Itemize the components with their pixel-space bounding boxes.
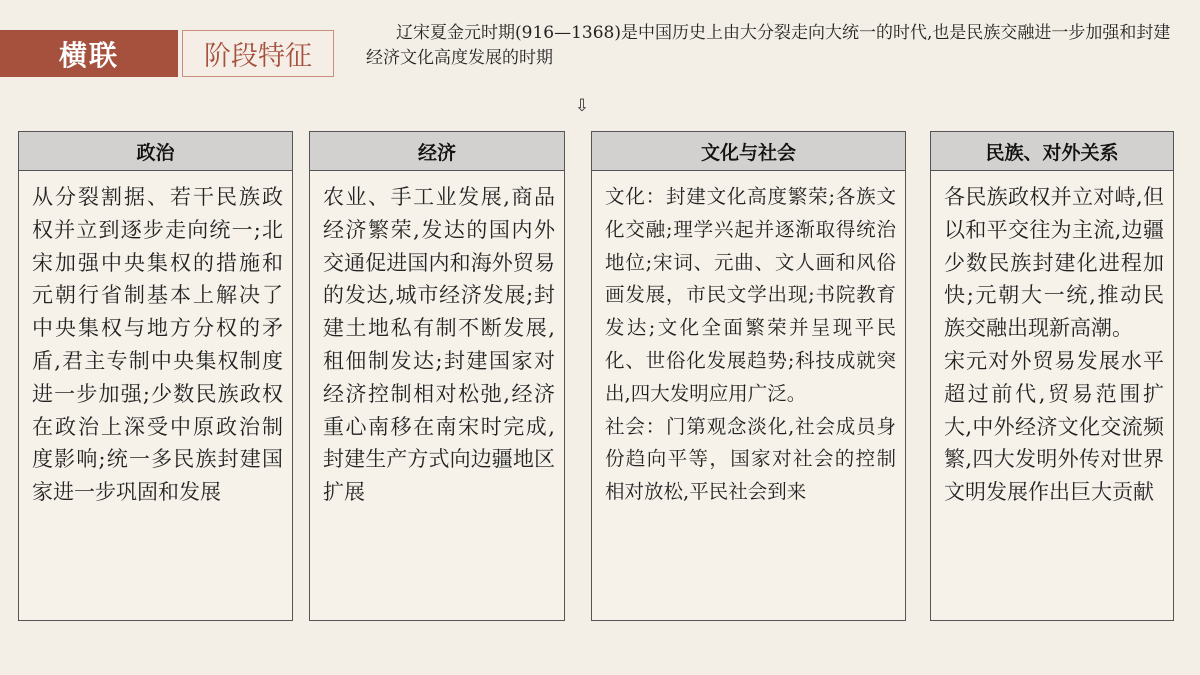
politics-box <box>18 131 293 621</box>
economy-box <box>309 131 565 621</box>
section-tag-main: 横联 <box>0 30 178 77</box>
box-body-economy: 农业、手工业发展,商品经济繁荣,发达的国内外交通促进国内和海外贸易的发达,城市经济发展;封建土地私有制不断发展,租佃制发达;封建国家对经济控制相对松弛,经济重心南移在南宋时完成,封建生产方式向边疆地区扩展 <box>323 185 555 505</box>
box-title-culture-society: 文化与社会 <box>592 132 905 171</box>
box-title-ethnic-foreign: 民族、对外关系 <box>931 132 1173 171</box>
down-arrow-icon: ⇩ <box>574 96 590 116</box>
box-title-politics: 政治 <box>19 132 292 171</box>
intro-text: 辽宋夏金元时期(916—1368)是中国历史上由大分裂走向大统一的时代,也是民族交融进一步加强和封建经济文化高度发展的时期 <box>366 23 1171 68</box>
box-body-culture-society: 文化：封建文化高度繁荣;各族文化交融;理学兴起并逐渐取得统治地位;宋词、元曲、文人画和风俗画发展，市民文学出现;书院教育发达;文化全面繁荣并呈现平民化、世俗化发展趋势;科技成就突出,四大发明应用广泛。 社会：门第观念淡化,社会成员身份趋向平等，国家对社会的控制相对放松,平民社会到来 <box>605 185 896 504</box>
box-body-ethnic-foreign: 各民族政权并立对峙,但以和平交往为主流,边疆少数民族封建化进程加快;元朝大一统,推动民族交融出现新高潮。 宋元对外贸易发展水平超过前代,贸易范围扩大,中外经济文化交流频繁,四大发明外传对世界文明发展作出巨大贡献 <box>944 185 1164 505</box>
section-tag-sub: 阶段特征 <box>182 30 334 77</box>
box-title-economy: 经济 <box>310 132 564 171</box>
culture-society-box <box>591 131 906 621</box>
box-body-politics: 从分裂割据、若干民族政权并立到逐步走向统一;北宋加强中央集权的措施和元朝行省制基本上解决了中央集权与地方分权的矛盾,君主专制中央集权制度进一步加强;少数民族政权在政治上深受中原政治制度影响;统一多民族封建国家进一步巩固和发展 <box>32 185 283 505</box>
ethnic-foreign-box <box>930 131 1174 621</box>
